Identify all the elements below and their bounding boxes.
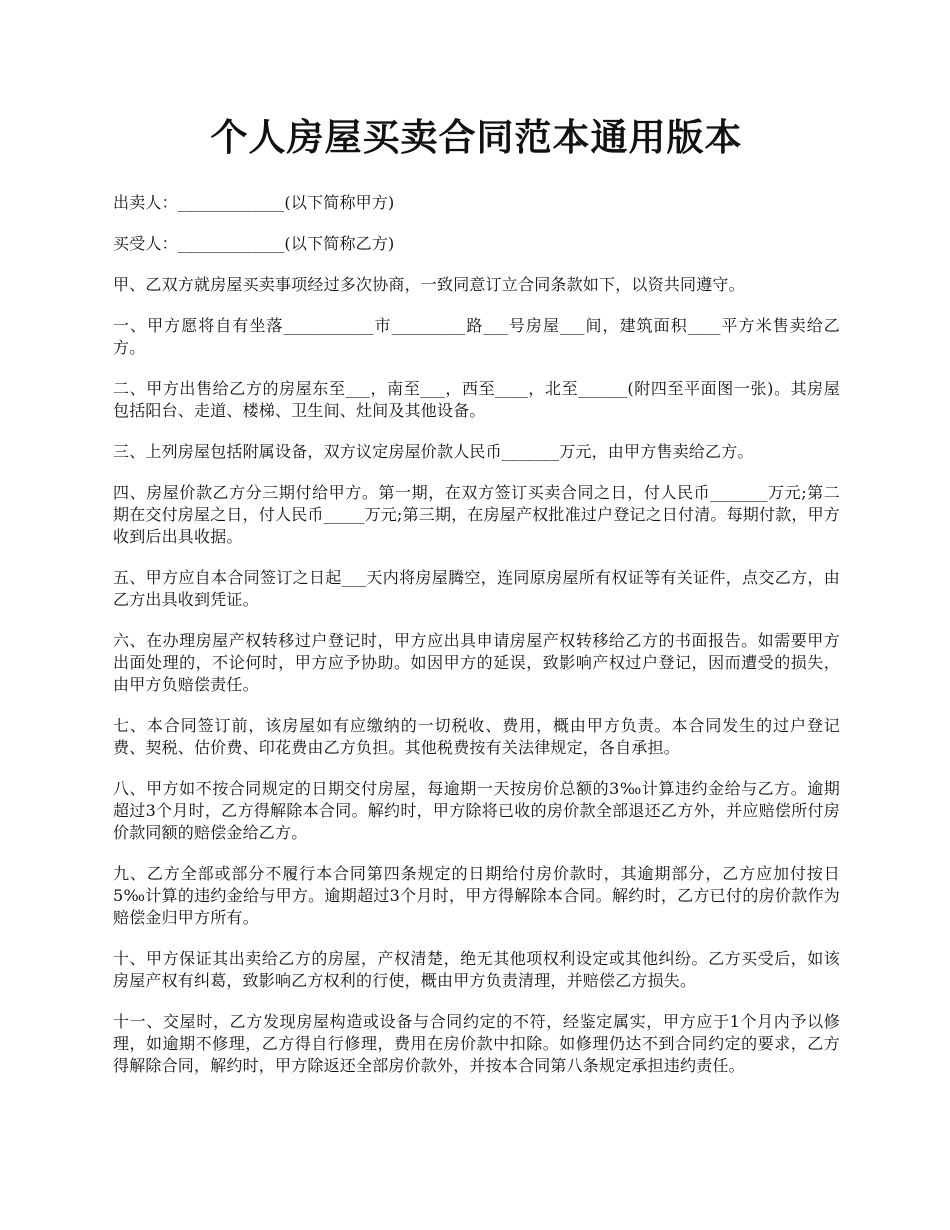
- clause-4: 四、房屋价款乙方分三期付给甲方。第一期，在双方签订买卖合同之日，付人民币_______万元;第二期在交付房屋之日，付人民币_____万元;第三期，在房屋产权批准过户登记之日付清。每期付款，甲方收到后出具收据。: [113, 483, 840, 546]
- clause-11: 十一、交屋时，乙方发现房屋构造或设备与合同约定的不符，经鉴定属实，甲方应于1个月内予以修理，如逾期不修理，乙方得自行修理，费用在房价款中扣除。如修理仍达不到合同约定的要求，乙方得解除合同，解约时，甲方除返还全部房价款外，并按本合同第八条规定承担违约责任。: [113, 1012, 840, 1075]
- clause-2: 二、甲方出售给乙方的房屋东至___，南至___，西至____，北至______(附四至平面图一张)。其房屋包括阳台、走道、楼梯、卫生间、灶间及其他设备。: [113, 379, 840, 420]
- seller-line: 出卖人：_____________(以下简称甲方): [113, 193, 395, 212]
- contract-page: [113, 112, 840, 1096]
- clause-1: 一、甲方愿将自有坐落___________市_________路___号房屋___间，建筑面积____平方米售卖给乙方。: [113, 316, 840, 357]
- clause-8: 八、甲方如不按合同规定的日期交付房屋，每逾期一天按房价总额的3‰计算违约金给与乙方。逾期超过3个月时，乙方得解除本合同。解约时，甲方除将已收的房价款全部退还乙方外，并应赔偿所付房价款同额的赔偿金给乙方。: [113, 779, 840, 842]
- buyer-line: 买受人：_____________(以下简称乙方): [113, 234, 395, 253]
- clause-7: 七、本合同签订前，该房屋如有应缴纳的一切税收、费用，概由甲方负责。本合同发生的过户登记费、契税、估价费、印花费由乙方负担。其他税费按有关法律规定，各自承担。: [113, 716, 840, 757]
- clause-5: 五、甲方应自本合同签订之日起___天内将房屋腾空，连同原房屋所有权证等有关证件，点交乙方，由乙方出具收到凭证。: [113, 568, 840, 609]
- clause-3: 三、上列房屋包括附属设备，双方议定房屋价款人民币_______万元，由甲方售卖给乙方。: [113, 442, 754, 461]
- document-title: 个人房屋买卖合同范本通用版本: [210, 115, 743, 159]
- intro-paragraph: 甲、乙双方就房屋买卖事项经过多次协商，一致同意订立合同条款如下，以资共同遵守。: [113, 275, 745, 294]
- clause-9: 九、乙方全部或部分不履行本合同第四条规定的日期给付房价款时，其逾期部分，乙方应加付按日5‰计算的违约金给与甲方。逾期超过3个月时，甲方得解除本合同。解约时，乙方已付的房价款作为赔偿金归甲方所有。: [113, 864, 840, 927]
- clause-6: 六、在办理房屋产权转移过户登记时，甲方应出具申请房屋产权转移给乙方的书面报告。如需要甲方出面处理的，不论何时，甲方应予协助。如因甲方的延误，致影响产权过户登记，因而遭受的损失，由甲方负赔偿责任。: [113, 631, 840, 694]
- clause-10: 十、甲方保证其出卖给乙方的房屋，产权清楚，绝无其他项权利设定或其他纠纷。乙方买受后，如该房屋产权有纠葛，致影响乙方权利的行使，概由甲方负责清理，并赔偿乙方损失。: [113, 949, 840, 990]
